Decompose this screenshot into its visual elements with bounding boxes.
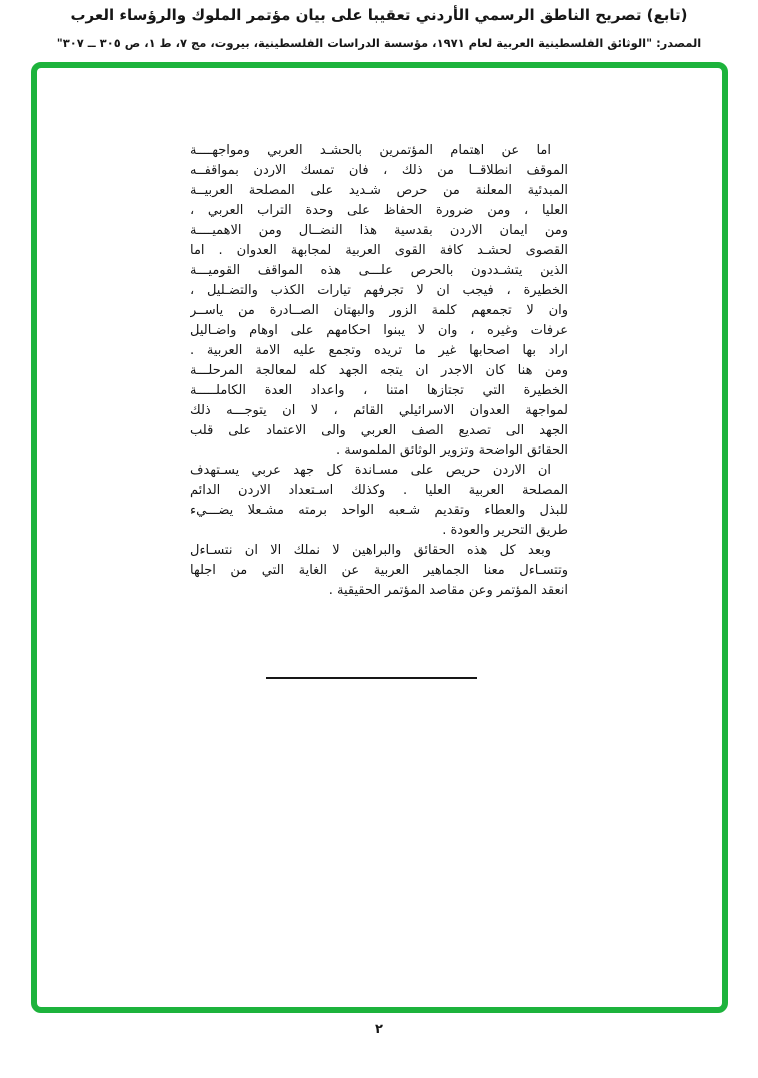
document-text-block bbox=[190, 141, 568, 601]
document-line: الذين يتشـددون بالحرص علـــى هذه المواقف القوميـــة bbox=[190, 263, 568, 278]
document-line: عرفات وغيره ، وان لا يبنوا احكامهم على اوهام واضـاليل bbox=[190, 323, 568, 338]
document-line: لمواجهة العدوان الاسرائيلي القائم ، لا ان يتوجـــه ذلك bbox=[190, 403, 568, 418]
document-line: اراد بها اصحابها غير ما تريده وتجمع عليه الامة العربية . bbox=[190, 343, 568, 358]
document-line: ومن ايمان الاردن بقدسية هذا النضــال ومن الاهميــــة bbox=[190, 223, 568, 238]
document-line: ان الاردن حريص على مسـاندة كل جهد عربي يسـتهدف bbox=[190, 463, 551, 478]
document-line: اما عن اهتمام المؤتمرين بالحشـد العربي ومواجهــــة bbox=[190, 143, 551, 158]
document-line: الحقائق الواضحة وتزوير الوثائق الملموسة . bbox=[335, 443, 568, 458]
document-line: الموقف انطلاقــا من ذلك ، فان تمسك الاردن بمواقفــه bbox=[190, 163, 568, 178]
document-line: وان لا تجمعهم كلمة الزور والبهتان الصــادرة من ياســر bbox=[190, 303, 568, 318]
document-line: للبذل والعطاء وتقديم شـعبه الواحد برمته مشـعلا يضـــيء bbox=[190, 503, 568, 518]
document-line: الجهد الى تصديع الصف العربي والى الاعتماد على قلب bbox=[190, 423, 568, 438]
page-number: ٢ bbox=[375, 1022, 383, 1037]
document-line: طريق التحرير والعودة . bbox=[442, 523, 568, 538]
document-line: ومن هنا كان الاجدر ان يتجه الجهد كله لمعالجة المرحلـــة bbox=[190, 363, 568, 378]
document-source-citation: المصدر: "الوثائق الفلسطينية العربية لعام ١٩٧١، مؤسسة الدراسات الفلسطينية، بيروت، مج ٧، ط ١، ص ٣٠٥ ــ ٣٠٧" bbox=[56, 36, 702, 50]
document-title: (تابع) تصريح الناطق الرسمي الأردني تعقيبا على بيان مؤتمر الملوك والرؤساء العرب bbox=[70, 6, 688, 24]
document-line: انعقد المؤتمر وعن مقاصد المؤتمر الحقيقية . bbox=[328, 583, 568, 598]
document-line: المصلحة العربية العليا . وكذلك اسـتعداد الاردن الدائم bbox=[190, 483, 568, 498]
document-line: وتتسـاءل معنا الجماهير العربية عن الغاية التي من اجلها bbox=[190, 563, 568, 578]
document-line: العليا ، ومن ضرورة الحفاظ على وحدة التراب العربي ، bbox=[190, 203, 568, 218]
document-line: وبعد كل هذه الحقائق والبراهين لا نملك الا ان نتسـاءل bbox=[190, 543, 551, 558]
document-line: الخطيرة التي تجتازها امتنا ، واعداد العدة الكاملـــــة bbox=[190, 383, 568, 398]
end-of-text-divider bbox=[266, 677, 477, 679]
document-line: القصوى لحشـد كافة القوى العربية لمجابهة العدوان . اما bbox=[190, 243, 568, 258]
document-line: الخطيرة ، فيجب ان لا تجرفهم تيارات الكذب والتضـليل ، bbox=[190, 283, 568, 298]
document-line: المبدئية المعلنة من حرص شـديد على المصلحة العربيــة bbox=[190, 183, 568, 198]
